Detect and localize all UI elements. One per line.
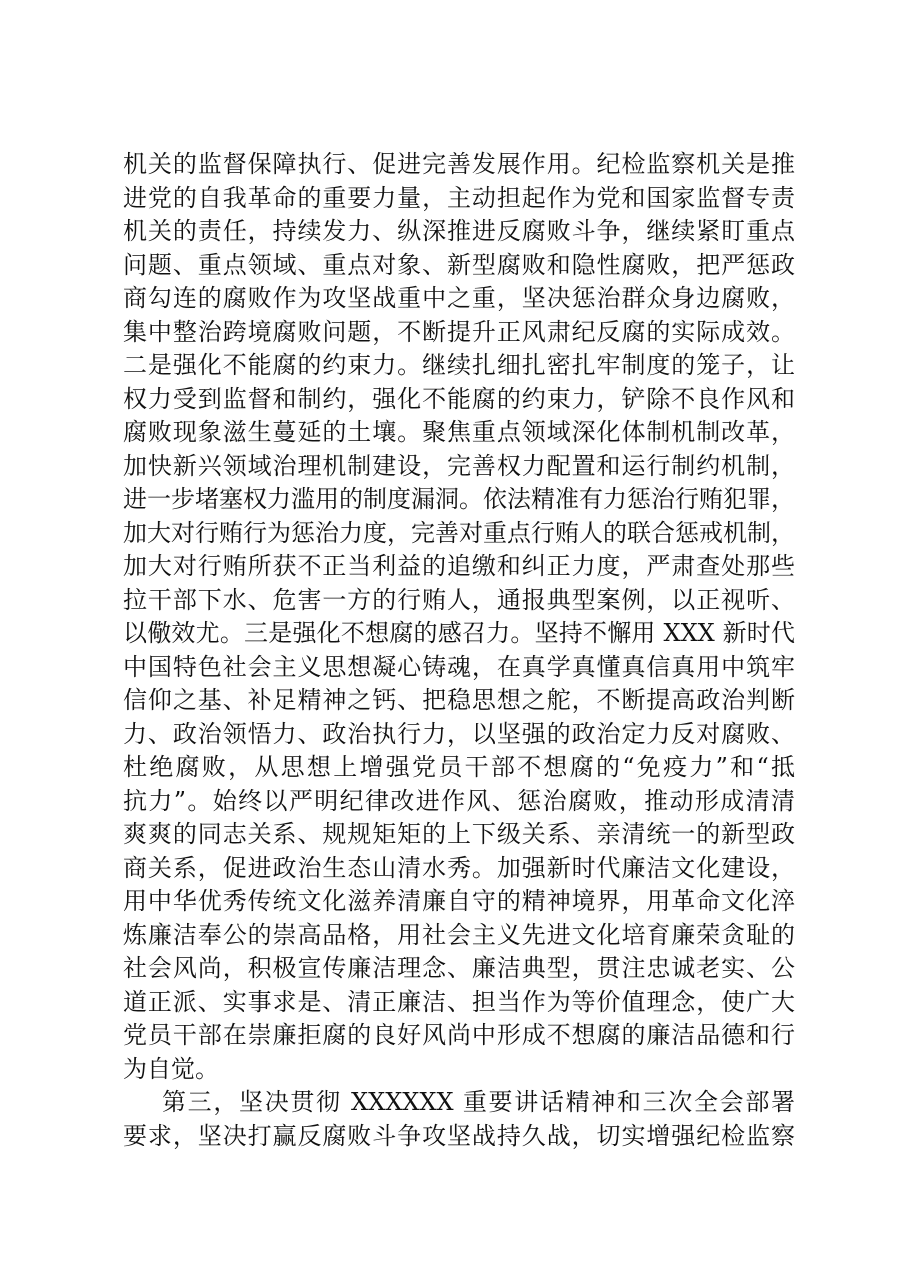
text-line: 炼廉洁奉公的崇高品格，用社会主义先进文化培育廉荣贪耻的: [123, 920, 795, 949]
text-line: 道正派、实事求是、清正廉洁、担当作为等价值理念，使广大: [123, 987, 795, 1016]
text-line: 商勾连的腐败作为攻坚战重中之重，坚决惩治群众身边腐败，: [123, 284, 795, 312]
text-line: 商关系，促进政治生态山清水秀。加强新时代廉洁文化建设，: [123, 853, 795, 882]
document-body: [123, 148, 795, 1153]
text-line: 抗力”。始终以严明纪律改进作风、惩治腐败，推动形成清清: [123, 786, 795, 815]
text-line: 以儆效尤。三是强化不想腐的感召力。坚持不懈用 XXX 新时代: [123, 619, 795, 647]
text-line: 集中整治跨境腐败问题，不断提升正风肃纪反腐的实际成效。: [123, 317, 795, 346]
text-line: 拉干部下水、危害一方的行贿人，通报典型案例，以正视听、: [123, 585, 795, 614]
text-line: 问题、重点领域、重点对象、新型腐败和隐性腐败，把严惩政: [123, 250, 795, 279]
text-line: 社会风尚，积极宣传廉洁理念、廉洁典型，贯注忠诚老实、公: [123, 954, 795, 982]
text-line: 二是强化不能腐的约束力。继续扎细扎密扎牢制度的笼子，让: [123, 351, 795, 379]
text-line: 机关的责任，持续发力、纵深推进反腐败斗争，继续紧盯重点: [123, 217, 795, 245]
text-line: 进党的自我革命的重要力量，主动担起作为党和国家监督专责: [123, 183, 795, 212]
text-line: 要求，坚决打赢反腐败斗争攻坚战持久战，切实增强纪检监察: [123, 1121, 795, 1150]
text-line: 党员干部在崇廉拒腐的良好风尚中形成不想腐的廉洁品德和行: [123, 1021, 795, 1049]
text-line: 进一步堵塞权力滥用的制度漏洞。依法精准有力惩治行贿犯罪，: [123, 485, 795, 513]
text-line: 杜绝腐败，从思想上增强党员干部不想腐的“免疫力”和“抵: [123, 753, 795, 781]
text-line: 加大对行贿所获不正当利益的追缴和纠正力度，严肃查处那些: [123, 552, 795, 580]
text-line: 中国特色社会主义思想凝心铸魂，在真学真懂真信真用中筑牢: [123, 652, 795, 681]
paragraph: [123, 148, 795, 1086]
text-line: 第三，坚决贯彻 XXXXXX 重要讲话精神和三次全会部署: [162, 1088, 795, 1116]
text-line: 腐败现象滋生蔓延的土壤。聚焦重点领域深化体制机制改革，: [123, 418, 795, 446]
text-line: 信仰之基、补足精神之钙、把稳思想之舵，不断提高政治判断: [123, 686, 795, 714]
text-line: 用中华优秀传统文化滋养清廉自守的精神境界，用革命文化淬: [123, 887, 795, 915]
paragraph: [123, 1086, 795, 1153]
text-line: 爽爽的同志关系、规规矩矩的上下级关系、亲清统一的新型政: [123, 820, 795, 848]
text-line: 权力受到监督和制约，强化不能腐的约束力，铲除不良作风和: [123, 384, 795, 413]
text-line: 为自觉。: [123, 1054, 219, 1083]
text-line: 机关的监督保障执行、促进完善发展作用。纪检监察机关是推: [123, 150, 795, 178]
text-line: 加快新兴领域治理机制建设，完善权力配置和运行制约机制，: [123, 451, 795, 480]
text-line: 加大对行贿行为惩治力度，完善对重点行贿人的联合惩戒机制，: [123, 518, 795, 547]
text-line: 力、政治领悟力、政治执行力，以坚强的政治定力反对腐败、: [123, 719, 795, 748]
